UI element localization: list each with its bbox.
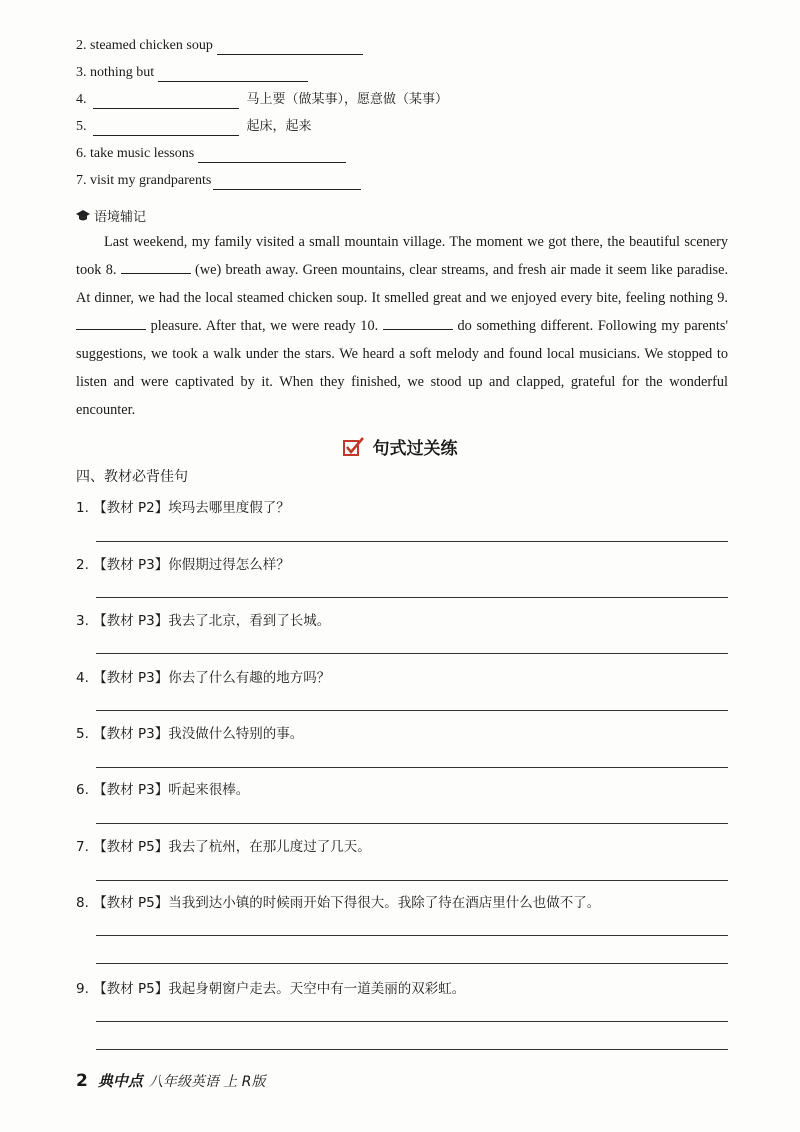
answer-line[interactable] — [96, 597, 728, 598]
sentence-item: 3. 【教材 P3】我去了北京，看到了长城。 — [76, 613, 331, 629]
section-banner — [0, 434, 800, 459]
book-title: 八年级英语 上 R版 — [148, 1074, 266, 1090]
answer-line[interactable] — [96, 1021, 728, 1022]
answer-line[interactable] — [96, 880, 728, 881]
answer-blank[interactable] — [217, 40, 363, 55]
phrase-item: 4. 马上要（做某事），愿意做（某事） — [76, 92, 449, 107]
answer-blank[interactable] — [93, 94, 239, 109]
answer-blank-8[interactable] — [121, 261, 191, 274]
page-number: 2 — [76, 1071, 88, 1091]
sentence-item: 4. 【教材 P3】你去了什么有趣的地方吗？ — [76, 670, 331, 686]
sentence-item: 1. 【教材 P2】埃玛去哪里度假了？ — [76, 500, 290, 516]
page-footer — [76, 1070, 266, 1091]
sentence-item: 6. 【教材 P3】听起来很棒。 — [76, 782, 250, 798]
answer-blank[interactable] — [213, 175, 361, 190]
answer-line[interactable] — [96, 653, 728, 654]
sentence-item: 8. 【教材 P5】当我到达小镇的时候雨开始下得很大。我除了待在酒店里什么也做不了。 — [76, 895, 601, 911]
checkbox-check-icon — [343, 437, 365, 457]
brand-logo: 典中点 — [97, 1072, 143, 1090]
sentence-item: 9. 【教材 P5】我起身朝窗户走去。天空中有一道美丽的双彩虹。 — [76, 981, 466, 997]
answer-line[interactable] — [96, 935, 728, 936]
phrase-item: 6. take music lessons — [76, 145, 346, 163]
sentence-item: 2. 【教材 P3】你假期过得怎么样？ — [76, 557, 290, 573]
context-passage: Last weekend, my family visited a small mountain village. The moment we got there, the beautiful scenery took 8. (we) breath away. Green mountains, clear streams, and fresh air made it seem like paradise. At dinner, we had the local steamed chicken soup. It smelled great and we enjoyed every bite, feeling nothing 9. pleasure. After that, we were ready 10. do something different. Following my parents' suggestions, we took a walk under the stars. We heard a soft melody and found local musicians. We stopped to listen and were captivated by it. When they finished, we stood up and clapped, grateful for the wonderful encounter. — [76, 234, 729, 418]
answer-line[interactable] — [96, 710, 728, 711]
graduation-cap-icon — [76, 210, 90, 222]
answer-line[interactable] — [96, 1049, 728, 1050]
answer-blank[interactable] — [93, 121, 239, 136]
answer-line[interactable] — [96, 767, 728, 768]
banner-title: 句式过关练 — [372, 439, 458, 459]
sentence-item: 7. 【教材 P5】我去了杭州，在那儿度过了几天。 — [76, 839, 371, 855]
answer-line[interactable] — [96, 963, 728, 964]
context-section-header: 语境辅记 — [76, 206, 146, 225]
phrase-item: 7. visit my grandparents — [76, 172, 361, 190]
sentence-item: 5. 【教材 P3】我没做什么特别的事。 — [76, 726, 304, 742]
answer-blank-10[interactable] — [383, 317, 453, 330]
answer-blank-9[interactable] — [76, 317, 146, 330]
answer-blank[interactable] — [198, 148, 346, 163]
answer-line[interactable] — [96, 541, 728, 542]
phrase-item: 3. nothing but — [76, 64, 308, 82]
answer-line[interactable] — [96, 823, 728, 824]
part-title: 四、教材必背佳句 — [76, 469, 188, 485]
phrase-item: 5. 起床，起来 — [76, 119, 312, 134]
phrase-item: 2. steamed chicken soup — [76, 37, 363, 55]
answer-blank[interactable] — [158, 67, 308, 82]
